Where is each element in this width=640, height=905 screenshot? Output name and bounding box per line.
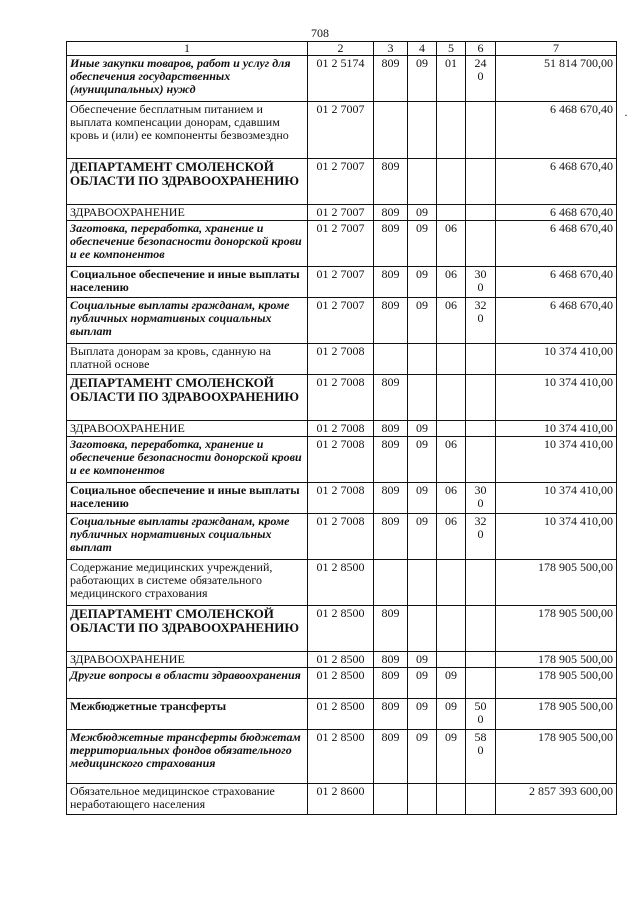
page-number: 708 [311, 26, 329, 40]
row-amount-cell: 10 374 410,00 [496, 344, 617, 375]
row-code-cell: 01 2 7007 [308, 267, 374, 298]
table-row [67, 483, 617, 514]
row-amount-cell: 6 468 670,40 [496, 205, 617, 221]
table-row [67, 56, 617, 102]
column-header-3: 3 [374, 42, 408, 56]
row-grbs-cell [374, 560, 408, 606]
table-row [67, 514, 617, 560]
row-name-cell: ДЕПАРТАМЕНТ СМОЛЕНСКОЙ ОБЛАСТИ ПО ЗДРАВООХРАНЕНИЮ [67, 606, 308, 652]
row-expense-type-cell [466, 102, 496, 159]
row-grbs-cell [374, 344, 408, 375]
row-section-cell: 09 [408, 730, 437, 784]
row-code-cell: 01 2 7008 [308, 375, 374, 421]
row-section-cell: 09 [408, 56, 437, 102]
row-name-cell: Обязательное медицинское страхование неработающего населения [67, 784, 308, 815]
row-subsection-cell: 06 [437, 514, 466, 560]
row-amount-cell: 10 374 410,00 [496, 437, 617, 483]
row-name-cell: ЗДРАВООХРАНЕНИЕ [67, 421, 308, 437]
row-name-cell: Заготовка, переработка, хранение и обеспечение безопасности донорской крови и ее компонентов [67, 221, 308, 267]
row-expense-type-cell: 30 0 [466, 267, 496, 298]
row-code-cell: 01 2 8500 [308, 730, 374, 784]
row-subsection-cell [437, 606, 466, 652]
row-code-cell: 01 2 7008 [308, 437, 374, 483]
row-grbs-cell: 809 [374, 652, 408, 668]
column-header-4: 4 [408, 42, 437, 56]
budget-table [66, 41, 617, 815]
row-amount-cell: 2 857 393 600,00 [496, 784, 617, 815]
row-subsection-cell [437, 102, 466, 159]
table-row [67, 730, 617, 784]
row-subsection-cell: 06 [437, 267, 466, 298]
row-grbs-cell [374, 784, 408, 815]
row-section-cell [408, 159, 437, 205]
row-expense-type-cell [466, 606, 496, 652]
row-subsection-cell: 06 [437, 298, 466, 344]
row-section-cell [408, 784, 437, 815]
row-expense-type-cell [466, 159, 496, 205]
row-section-cell: 09 [408, 652, 437, 668]
row-name-cell: Обеспечение бесплатным питанием и выплата компенсации донорам, сдавшим кровь и (или) ее компоненты безвозмездно [67, 102, 308, 159]
row-code-cell: 01 2 8500 [308, 606, 374, 652]
row-grbs-cell: 809 [374, 221, 408, 267]
row-grbs-cell [374, 102, 408, 159]
table-row [67, 298, 617, 344]
column-header-row [67, 42, 617, 56]
row-code-cell: 01 2 7007 [308, 159, 374, 205]
row-name-cell: Межбюджетные трансферты бюджетам территориальных фондов обязательного медицинского страхования [67, 730, 308, 784]
row-expense-type-cell [466, 421, 496, 437]
row-section-cell [408, 375, 437, 421]
row-amount-cell: 10 374 410,00 [496, 483, 617, 514]
row-expense-type-cell [466, 344, 496, 375]
row-code-cell: 01 2 7008 [308, 421, 374, 437]
row-expense-type-cell [466, 668, 496, 699]
row-amount-cell: 178 905 500,00 [496, 652, 617, 668]
column-header-7: 7 [496, 42, 617, 56]
row-code-cell: 01 2 8500 [308, 668, 374, 699]
row-name-cell: Содержание медицинских учреждений, работающих в системе обязательного медицинского страхования [67, 560, 308, 606]
row-amount-cell: 6 468 670,40 [496, 159, 617, 205]
row-subsection-cell: 01 [437, 56, 466, 102]
row-code-cell: 01 2 7007 [308, 221, 374, 267]
row-name-cell: ЗДРАВООХРАНЕНИЕ [67, 652, 308, 668]
row-expense-type-cell [466, 437, 496, 483]
row-name-cell: Выплата донорам за кровь, сданную на платной основе [67, 344, 308, 375]
row-code-cell: 01 2 7007 [308, 102, 374, 159]
margin-mark: · [624, 108, 628, 122]
row-section-cell: 09 [408, 483, 437, 514]
row-amount-cell: 6 468 670,40 [496, 221, 617, 267]
row-name-cell: Межбюджетные трансферты [67, 699, 308, 730]
row-amount-cell: 178 905 500,00 [496, 668, 617, 699]
table-row [67, 344, 617, 375]
row-code-cell: 01 2 8600 [308, 784, 374, 815]
row-code-cell: 01 2 7008 [308, 344, 374, 375]
column-header-2: 2 [308, 42, 374, 56]
row-name-cell: Иные закупки товаров, работ и услуг для обеспечения государственных (муниципальных) нужд [67, 56, 308, 102]
row-name-cell: Заготовка, переработка, хранение и обеспечение безопасности донорской крови и ее компонентов [67, 437, 308, 483]
table-row [67, 437, 617, 483]
table-row [67, 421, 617, 437]
row-section-cell [408, 560, 437, 606]
row-amount-cell: 51 814 700,00 [496, 56, 617, 102]
row-expense-type-cell [466, 375, 496, 421]
row-amount-cell: 178 905 500,00 [496, 699, 617, 730]
row-subsection-cell [437, 205, 466, 221]
table-row [67, 668, 617, 699]
row-amount-cell: 6 468 670,40 [496, 267, 617, 298]
row-code-cell: 01 2 8500 [308, 560, 374, 606]
row-expense-type-cell [466, 560, 496, 606]
row-amount-cell: 178 905 500,00 [496, 560, 617, 606]
row-name-cell: ДЕПАРТАМЕНТ СМОЛЕНСКОЙ ОБЛАСТИ ПО ЗДРАВООХРАНЕНИЮ [67, 159, 308, 205]
row-code-cell: 01 2 7008 [308, 483, 374, 514]
row-amount-cell: 178 905 500,00 [496, 606, 617, 652]
row-grbs-cell: 809 [374, 668, 408, 699]
row-section-cell: 09 [408, 205, 437, 221]
row-name-cell: Социальные выплаты гражданам, кроме публичных нормативных социальных выплат [67, 514, 308, 560]
table-row [67, 560, 617, 606]
row-amount-cell: 6 468 670,40 [496, 298, 617, 344]
row-subsection-cell: 09 [437, 699, 466, 730]
row-amount-cell: 10 374 410,00 [496, 514, 617, 560]
row-section-cell [408, 102, 437, 159]
row-section-cell: 09 [408, 298, 437, 344]
row-expense-type-cell: 50 0 [466, 699, 496, 730]
row-expense-type-cell [466, 652, 496, 668]
column-header-1: 1 [67, 42, 308, 56]
row-name-cell: Социальное обеспечение и иные выплаты населению [67, 267, 308, 298]
row-subsection-cell: 06 [437, 483, 466, 514]
row-grbs-cell: 809 [374, 730, 408, 784]
table-row [67, 221, 617, 267]
row-code-cell: 01 2 7007 [308, 298, 374, 344]
row-name-cell: ЗДРАВООХРАНЕНИЕ [67, 205, 308, 221]
row-code-cell: 01 2 8500 [308, 652, 374, 668]
row-grbs-cell: 809 [374, 606, 408, 652]
row-grbs-cell: 809 [374, 699, 408, 730]
table-row [67, 652, 617, 668]
row-subsection-cell [437, 159, 466, 205]
row-subsection-cell: 06 [437, 221, 466, 267]
row-expense-type-cell: 32 0 [466, 514, 496, 560]
row-subsection-cell [437, 784, 466, 815]
row-section-cell [408, 344, 437, 375]
row-expense-type-cell: 58 0 [466, 730, 496, 784]
column-header-6: 6 [466, 42, 496, 56]
row-grbs-cell: 809 [374, 483, 408, 514]
table-row [67, 159, 617, 205]
row-grbs-cell: 809 [374, 298, 408, 344]
row-expense-type-cell [466, 205, 496, 221]
table-row [67, 784, 617, 815]
row-amount-cell: 6 468 670,40 [496, 102, 617, 159]
row-section-cell [408, 606, 437, 652]
row-subsection-cell [437, 421, 466, 437]
row-grbs-cell: 809 [374, 205, 408, 221]
row-code-cell: 01 2 7007 [308, 205, 374, 221]
row-amount-cell: 10 374 410,00 [496, 421, 617, 437]
row-code-cell: 01 2 5174 [308, 56, 374, 102]
table-row [67, 267, 617, 298]
row-amount-cell: 178 905 500,00 [496, 730, 617, 784]
row-section-cell: 09 [408, 668, 437, 699]
row-name-cell: Социальные выплаты гражданам, кроме публичных нормативных социальных выплат [67, 298, 308, 344]
row-subsection-cell [437, 375, 466, 421]
row-name-cell: Другие вопросы в области здравоохранения [67, 668, 308, 699]
table-row [67, 375, 617, 421]
row-expense-type-cell: 30 0 [466, 483, 496, 514]
row-grbs-cell: 809 [374, 375, 408, 421]
row-subsection-cell: 09 [437, 668, 466, 699]
row-grbs-cell: 809 [374, 56, 408, 102]
table-row [67, 102, 617, 159]
row-subsection-cell: 06 [437, 437, 466, 483]
row-code-cell: 01 2 7008 [308, 514, 374, 560]
row-subsection-cell [437, 344, 466, 375]
row-subsection-cell: 09 [437, 730, 466, 784]
row-grbs-cell: 809 [374, 421, 408, 437]
row-grbs-cell: 809 [374, 267, 408, 298]
row-name-cell: ДЕПАРТАМЕНТ СМОЛЕНСКОЙ ОБЛАСТИ ПО ЗДРАВООХРАНЕНИЮ [67, 375, 308, 421]
row-grbs-cell: 809 [374, 514, 408, 560]
table-row [67, 205, 617, 221]
row-code-cell: 01 2 8500 [308, 699, 374, 730]
row-expense-type-cell: 24 0 [466, 56, 496, 102]
row-grbs-cell: 809 [374, 437, 408, 483]
row-amount-cell: 10 374 410,00 [496, 375, 617, 421]
row-section-cell: 09 [408, 699, 437, 730]
row-section-cell: 09 [408, 437, 437, 483]
row-section-cell: 09 [408, 421, 437, 437]
row-expense-type-cell [466, 221, 496, 267]
column-header-5: 5 [437, 42, 466, 56]
row-subsection-cell [437, 652, 466, 668]
row-expense-type-cell: 32 0 [466, 298, 496, 344]
table-row [67, 699, 617, 730]
row-subsection-cell [437, 560, 466, 606]
row-section-cell: 09 [408, 221, 437, 267]
row-section-cell: 09 [408, 267, 437, 298]
row-section-cell: 09 [408, 514, 437, 560]
row-grbs-cell: 809 [374, 159, 408, 205]
row-expense-type-cell [466, 784, 496, 815]
row-name-cell: Социальное обеспечение и иные выплаты населению [67, 483, 308, 514]
table-row [67, 606, 617, 652]
